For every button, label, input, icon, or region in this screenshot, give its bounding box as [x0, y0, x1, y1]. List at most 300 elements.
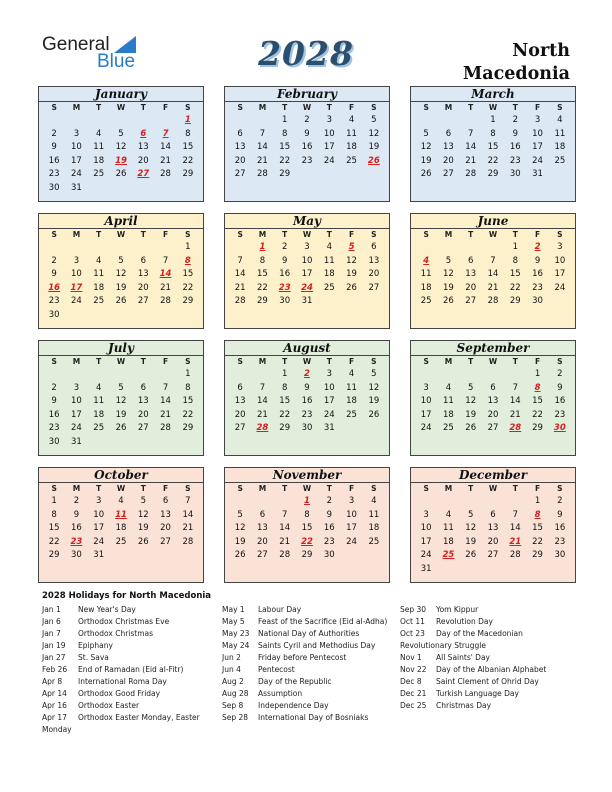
holiday-column: [222, 604, 387, 724]
empty-cell: [251, 368, 273, 382]
month-june: [410, 213, 576, 329]
empty-cell: [437, 114, 459, 128]
empty-cell: [482, 241, 504, 255]
day: 15: [279, 396, 291, 407]
empty-cell: [154, 368, 176, 382]
day: 17: [301, 269, 313, 280]
weekday-label: S: [371, 230, 377, 239]
day: 29: [301, 550, 313, 561]
day: 25: [93, 296, 105, 307]
day: 4: [95, 382, 102, 393]
holiday-entry: [42, 712, 200, 724]
holiday-day: 14: [159, 269, 172, 280]
day: 2: [304, 115, 310, 125]
empty-cell: [43, 368, 65, 382]
day-grid: [39, 102, 203, 196]
empty-cell: [154, 114, 176, 128]
day: 5: [237, 509, 243, 520]
day: 11: [93, 142, 105, 153]
weekday-label: S: [51, 484, 57, 493]
day: 4: [445, 382, 452, 393]
holiday-entry: [222, 652, 387, 664]
day: 23: [554, 536, 566, 547]
empty-cell: [88, 368, 110, 382]
day: 18: [93, 282, 105, 293]
day: 29: [532, 423, 543, 434]
weekday-label: S: [51, 103, 57, 112]
day: 11: [554, 128, 566, 139]
weekday-label: W: [488, 357, 498, 366]
holiday-name: Saints Cyril and Methodius Day: [258, 641, 376, 650]
day-grid: [39, 483, 203, 563]
holiday-day: 4: [423, 255, 430, 266]
day: 27: [234, 423, 246, 434]
day: 16: [532, 269, 543, 280]
weekday-label: W: [302, 103, 312, 112]
holiday-day: 8: [534, 509, 541, 520]
holiday-name: Orthodox Good Friday: [78, 689, 161, 698]
day: 20: [465, 282, 477, 293]
month-title: March: [411, 87, 575, 102]
weekday-label: T: [468, 484, 474, 493]
day: 2: [326, 496, 332, 506]
day: 6: [237, 128, 243, 139]
month-october: [38, 467, 204, 583]
holiday-entry: [42, 688, 200, 700]
empty-cell: [460, 495, 482, 509]
weekday-label: T: [512, 484, 518, 493]
day: 21: [257, 409, 268, 420]
day: 2: [51, 382, 57, 393]
day: 29: [182, 423, 194, 434]
holiday-day: 28: [256, 423, 269, 434]
day: 12: [137, 509, 149, 520]
weekday-label: M: [258, 484, 267, 493]
day-grid: [39, 229, 203, 323]
day: 28: [509, 550, 521, 561]
day: 3: [73, 128, 80, 139]
day: 13: [487, 523, 499, 534]
day: 31: [71, 182, 82, 193]
empty-cell: [437, 241, 459, 255]
day: 20: [137, 282, 149, 293]
day: 9: [512, 128, 518, 139]
empty-cell: [415, 241, 437, 255]
empty-cell: [65, 241, 87, 255]
weekday-label: T: [468, 103, 474, 112]
day: 20: [137, 155, 149, 166]
day: 24: [323, 155, 335, 166]
holiday-column: [400, 604, 546, 712]
day: 22: [182, 282, 194, 293]
day: 27: [443, 169, 454, 180]
day: 2: [557, 496, 563, 506]
day: 9: [281, 255, 288, 266]
day: 12: [115, 269, 127, 280]
holiday-date: Jan 27: [42, 653, 66, 662]
weekday-label: S: [185, 357, 191, 366]
day: 14: [234, 269, 246, 280]
day: 30: [509, 169, 521, 180]
day: 9: [51, 396, 57, 407]
day: 10: [323, 382, 335, 393]
day: 6: [445, 128, 452, 139]
holiday-entry: [400, 664, 546, 676]
day: 9: [51, 269, 57, 280]
day: 18: [115, 523, 127, 534]
day: 10: [71, 269, 82, 280]
day: 18: [346, 142, 357, 153]
day: 21: [160, 282, 171, 293]
day: 1: [534, 369, 541, 379]
month-title: November: [225, 468, 389, 483]
day: 19: [368, 396, 380, 407]
day: 31: [71, 436, 82, 447]
day: 15: [279, 142, 291, 153]
day: 31: [301, 296, 313, 307]
day: 30: [301, 423, 313, 434]
day: 14: [257, 396, 268, 407]
day: 5: [423, 128, 429, 139]
day: 7: [512, 382, 518, 393]
day: 29: [532, 550, 543, 561]
day: 13: [443, 142, 454, 153]
empty-cell: [415, 368, 437, 382]
day: 5: [467, 382, 474, 393]
day: 23: [301, 155, 313, 166]
holiday-day: 8: [184, 255, 191, 266]
weekday-label: F: [163, 484, 169, 493]
day: 18: [443, 409, 454, 420]
day-grid: [411, 483, 575, 577]
day: 13: [487, 396, 499, 407]
day: 10: [420, 523, 432, 534]
weekday-label: F: [535, 230, 541, 239]
weekday-label: T: [140, 357, 146, 366]
day: 13: [257, 523, 268, 534]
day: 25: [368, 536, 380, 547]
day: 5: [371, 369, 377, 379]
day: 3: [348, 496, 355, 506]
day: 25: [115, 536, 127, 547]
day: 25: [346, 155, 357, 166]
day: 16: [301, 142, 313, 153]
day: 24: [532, 155, 543, 166]
day: 22: [182, 155, 194, 166]
holiday-day: 24: [301, 282, 313, 293]
weekday-label: W: [116, 103, 126, 112]
holiday-name: Day of the Albanian Alphabet: [436, 665, 547, 674]
day: 25: [554, 155, 566, 166]
holiday-entry: [222, 640, 387, 652]
day: 22: [182, 409, 194, 420]
holiday-day: 28: [509, 423, 522, 434]
holiday-date: Sep 8: [222, 701, 244, 710]
day: 13: [368, 255, 380, 266]
weekday-label: M: [258, 103, 267, 112]
day-grid: [225, 356, 389, 436]
day: 22: [257, 282, 268, 293]
day: 19: [368, 142, 380, 153]
holiday-entry: [42, 700, 200, 712]
day: 1: [534, 496, 541, 506]
day: 2: [73, 496, 80, 506]
holiday-name: Labour Day: [258, 605, 302, 614]
day: 26: [115, 169, 127, 180]
day: 3: [557, 242, 563, 252]
day: 11: [443, 396, 454, 407]
weekday-label: M: [444, 484, 453, 493]
holiday-date: Nov 1: [400, 653, 422, 662]
day: 29: [257, 296, 268, 307]
empty-cell: [460, 241, 482, 255]
holiday-day: 21: [509, 536, 522, 547]
day: 6: [237, 382, 243, 393]
day: 24: [71, 423, 82, 434]
day: 4: [348, 115, 355, 125]
day: 14: [182, 509, 194, 520]
holiday-date: Oct 11: [400, 617, 425, 626]
day: 17: [323, 142, 335, 153]
day: 6: [371, 242, 377, 252]
day: 27: [137, 423, 149, 434]
day: 5: [118, 255, 124, 266]
day: 25: [346, 409, 357, 420]
day: 11: [323, 255, 335, 266]
country-line-2: Macedonia: [462, 64, 570, 84]
holiday-date: Jan 1: [42, 605, 61, 614]
day: 10: [93, 509, 105, 520]
weekday-label: T: [468, 357, 474, 366]
day: 18: [346, 396, 357, 407]
empty-cell: [415, 114, 437, 128]
day: 4: [371, 496, 377, 506]
weekday-label: S: [185, 103, 191, 112]
day: 27: [257, 550, 268, 561]
day: 25: [443, 423, 454, 434]
day: 26: [465, 423, 477, 434]
holiday-day: 30: [553, 423, 566, 434]
day: 19: [465, 409, 477, 420]
day: 8: [51, 509, 57, 520]
day: 24: [71, 169, 82, 180]
day: 11: [420, 269, 432, 280]
day: 23: [532, 282, 543, 293]
weekday-label: T: [140, 484, 146, 493]
holiday-date: May 24: [222, 641, 250, 650]
month-march: [410, 86, 576, 202]
weekday-label: S: [371, 484, 377, 493]
day: 29: [182, 169, 194, 180]
month-november: [224, 467, 390, 583]
weekday-label: M: [444, 230, 453, 239]
empty-cell: [229, 368, 251, 382]
day: 19: [465, 536, 477, 547]
weekday-label: S: [371, 357, 377, 366]
day: 28: [182, 536, 194, 547]
day: 14: [487, 269, 499, 280]
day: 26: [420, 169, 432, 180]
day: 16: [279, 269, 291, 280]
day: 30: [71, 550, 82, 561]
day: 29: [279, 169, 291, 180]
day: 22: [532, 409, 543, 420]
day: 21: [487, 282, 499, 293]
weekday-label: M: [444, 357, 453, 366]
weekday-label: T: [96, 484, 102, 493]
day: 20: [257, 536, 268, 547]
empty-cell: [154, 241, 176, 255]
day: 5: [445, 255, 452, 266]
day: 21: [257, 155, 268, 166]
day: 5: [371, 115, 377, 125]
day: 20: [443, 155, 454, 166]
holiday-day: 8: [534, 382, 541, 393]
day: 12: [465, 523, 477, 534]
holiday-name: Friday before Pentecost: [258, 653, 347, 662]
weekday-label: M: [72, 484, 81, 493]
month-title: December: [411, 468, 575, 483]
day: 10: [301, 255, 313, 266]
day: 4: [118, 496, 124, 506]
holiday-day: 11: [115, 509, 127, 520]
day: 8: [512, 255, 518, 266]
day: 2: [557, 369, 563, 379]
holiday-day: 23: [70, 536, 83, 547]
empty-cell: [460, 368, 482, 382]
holiday-day: 2: [534, 242, 541, 252]
day-grid: [225, 102, 389, 182]
day: 9: [557, 509, 563, 520]
weekday-label: F: [163, 103, 169, 112]
day: 28: [279, 550, 291, 561]
weekday-label: M: [258, 230, 267, 239]
weekday-label: F: [535, 357, 541, 366]
holiday-day: 25: [442, 550, 455, 561]
empty-cell: [43, 241, 65, 255]
day: 11: [346, 128, 357, 139]
holiday-entry: [42, 676, 200, 688]
day: 26: [346, 282, 357, 293]
month-title: October: [39, 468, 203, 483]
day: 9: [557, 382, 563, 393]
weekday-label: T: [140, 103, 146, 112]
holiday-name: Christmas Day: [436, 701, 492, 710]
day: 15: [301, 523, 313, 534]
day: 14: [279, 523, 291, 534]
holiday-date: Jan 6: [42, 617, 61, 626]
day: 23: [554, 409, 566, 420]
day: 3: [73, 255, 80, 266]
empty-cell: [504, 368, 526, 382]
day: 8: [281, 382, 288, 393]
day: 25: [323, 282, 335, 293]
holiday-entry: [400, 700, 546, 712]
day-grid: [411, 102, 575, 182]
day: 19: [420, 155, 432, 166]
holiday-name: Saint Clement of Ohrid Day: [436, 677, 539, 686]
day: 28: [257, 169, 268, 180]
holiday-name: Epiphany: [78, 641, 113, 650]
day: 12: [443, 269, 454, 280]
day: 27: [137, 296, 149, 307]
day: 10: [346, 509, 357, 520]
general-blue-logo: [40, 34, 140, 74]
day: 13: [137, 142, 149, 153]
day: 12: [234, 523, 246, 534]
empty-cell: [132, 368, 154, 382]
weekday-label: S: [557, 230, 563, 239]
day: 15: [182, 269, 194, 280]
holiday-entry: [42, 640, 200, 652]
holiday-date: May 23: [222, 629, 250, 638]
holiday-name: Assumption: [258, 689, 303, 698]
empty-cell: [65, 368, 87, 382]
day: 10: [71, 396, 82, 407]
weekday-label: S: [423, 484, 429, 493]
day: 18: [323, 269, 335, 280]
day: 22: [48, 536, 60, 547]
day: 19: [137, 523, 149, 534]
day: 23: [48, 423, 60, 434]
day: 14: [160, 396, 171, 407]
day: 6: [162, 496, 169, 506]
holiday-date: Aug 28: [222, 689, 249, 698]
day: 20: [368, 269, 380, 280]
day: 3: [95, 496, 102, 506]
empty-cell: [482, 495, 504, 509]
day: 4: [326, 242, 332, 252]
day: 28: [160, 169, 171, 180]
weekday-label: S: [51, 357, 57, 366]
empty-cell: [110, 368, 132, 382]
day: 21: [509, 409, 521, 420]
weekday-label: W: [302, 357, 312, 366]
day: 4: [95, 255, 102, 266]
day: 9: [73, 509, 80, 520]
day: 2: [512, 115, 518, 125]
weekday-label: M: [72, 103, 81, 112]
day: 9: [51, 142, 57, 153]
day: 7: [162, 255, 169, 266]
holiday-entry: [42, 616, 200, 628]
empty-cell: [437, 495, 459, 509]
weekday-label: F: [535, 484, 541, 493]
weekday-label: T: [512, 103, 518, 112]
day: 13: [234, 396, 246, 407]
day-grid: [225, 483, 389, 563]
day: 13: [465, 269, 477, 280]
day: 27: [465, 296, 477, 307]
holiday-day: 16: [48, 282, 61, 293]
empty-cell: [229, 114, 251, 128]
holiday-date: May 1: [222, 605, 245, 614]
day: 7: [259, 382, 266, 393]
holiday-entry: [222, 628, 387, 640]
day: 20: [137, 409, 149, 420]
holiday-name: St. Sava: [78, 653, 109, 662]
holiday-date: Jun 2: [222, 653, 241, 662]
day: 24: [346, 536, 357, 547]
day: 12: [420, 142, 432, 153]
holiday-day: 1: [304, 496, 310, 506]
holiday-date: Apr 16: [42, 701, 67, 710]
day: 23: [323, 536, 335, 547]
weekday-label: S: [557, 484, 563, 493]
day: 16: [323, 523, 335, 534]
day: 23: [301, 409, 313, 420]
month-title: September: [411, 341, 575, 356]
